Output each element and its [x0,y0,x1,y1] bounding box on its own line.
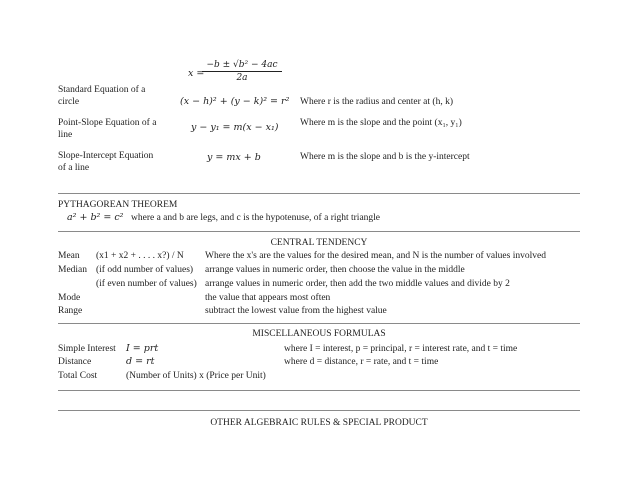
divider [58,390,580,391]
range-desc: subtract the lowest value from the highest value [205,306,387,316]
median-odd-expr: (if odd number of values) [96,265,194,275]
quadratic-fraction [202,60,282,83]
divider [58,410,580,411]
quadratic-denominator: 2a [236,73,248,83]
divider [58,323,580,324]
mean-desc: Where the x's are the values for the desired mean, and N is the number of values involved [205,251,546,261]
slope-intercept-label-line2: of a line [58,163,90,173]
pythagorean-heading: PYTHAGOREAN THEOREM [58,200,178,210]
median-even-desc: arrange values in numeric order, then add the two middle values and divide by 2 [205,279,510,289]
circle-formula: (x − h)² + (y − k)² = r² [180,96,290,107]
simple-interest-formula: I = prt [126,343,159,354]
simple-interest-note: where I = interest, p = principal, r = interest rate, and t = time [284,344,518,354]
point-slope-note: Where m is the slope and the point (x₁, y₁) [300,118,462,128]
circle-label-line2: circle [58,97,80,107]
median-term: Median [58,265,88,275]
point-slope-label-line1: Point-Slope Equation of a [58,118,157,128]
circle-label-line1: Standard Equation of a [58,85,146,95]
slope-intercept-label-line1: Slope-Intercept Equation [58,151,154,161]
range-term: Range [58,306,83,316]
slope-intercept-note: Where m is the slope and b is the y-intercept [300,152,470,162]
misc-heading: MISCELLANEOUS FORMULAS [252,329,386,339]
pythagorean-formula: a² + b² = c² [67,212,124,223]
total-cost-formula: (Number of Units) x (Price per Unit) [126,371,266,381]
mean-term: Mean [58,251,80,261]
quadratic-numerator: −b ± √b² − 4ac [202,60,282,72]
total-cost-term: Total Cost [58,371,98,381]
divider [58,231,580,232]
median-even-expr: (if even number of values) [96,279,197,289]
median-odd-desc: arrange values in numeric order, then choose the value in the middle [205,265,465,275]
point-slope-formula: y − y₁ = m(x − x₁) [191,122,279,133]
divider [58,193,580,194]
pythagorean-note: where a and b are legs, and c is the hypotenuse, of a right triangle [131,213,381,223]
quadratic-lhs: x = [188,68,205,79]
distance-term: Distance [58,357,92,367]
central-tendency-heading: CENTRAL TENDENCY [270,238,368,248]
distance-formula: d = rt [126,356,155,367]
simple-interest-term: Simple Interest [58,344,116,354]
mode-desc: the value that appears most often [205,293,331,303]
other-heading: OTHER ALGEBRAIC RULES & SPECIAL PRODUCT [210,418,428,428]
mean-expr: (x1 + x2 + . . . . x?) / N [96,251,184,261]
distance-note: where d = distance, r = rate, and t = time [284,357,439,367]
circle-note: Where r is the radius and center at (h, k) [300,97,453,107]
slope-intercept-formula: y = mx + b [207,152,261,163]
mode-term: Mode [58,293,81,303]
point-slope-label-line2: line [58,130,73,140]
